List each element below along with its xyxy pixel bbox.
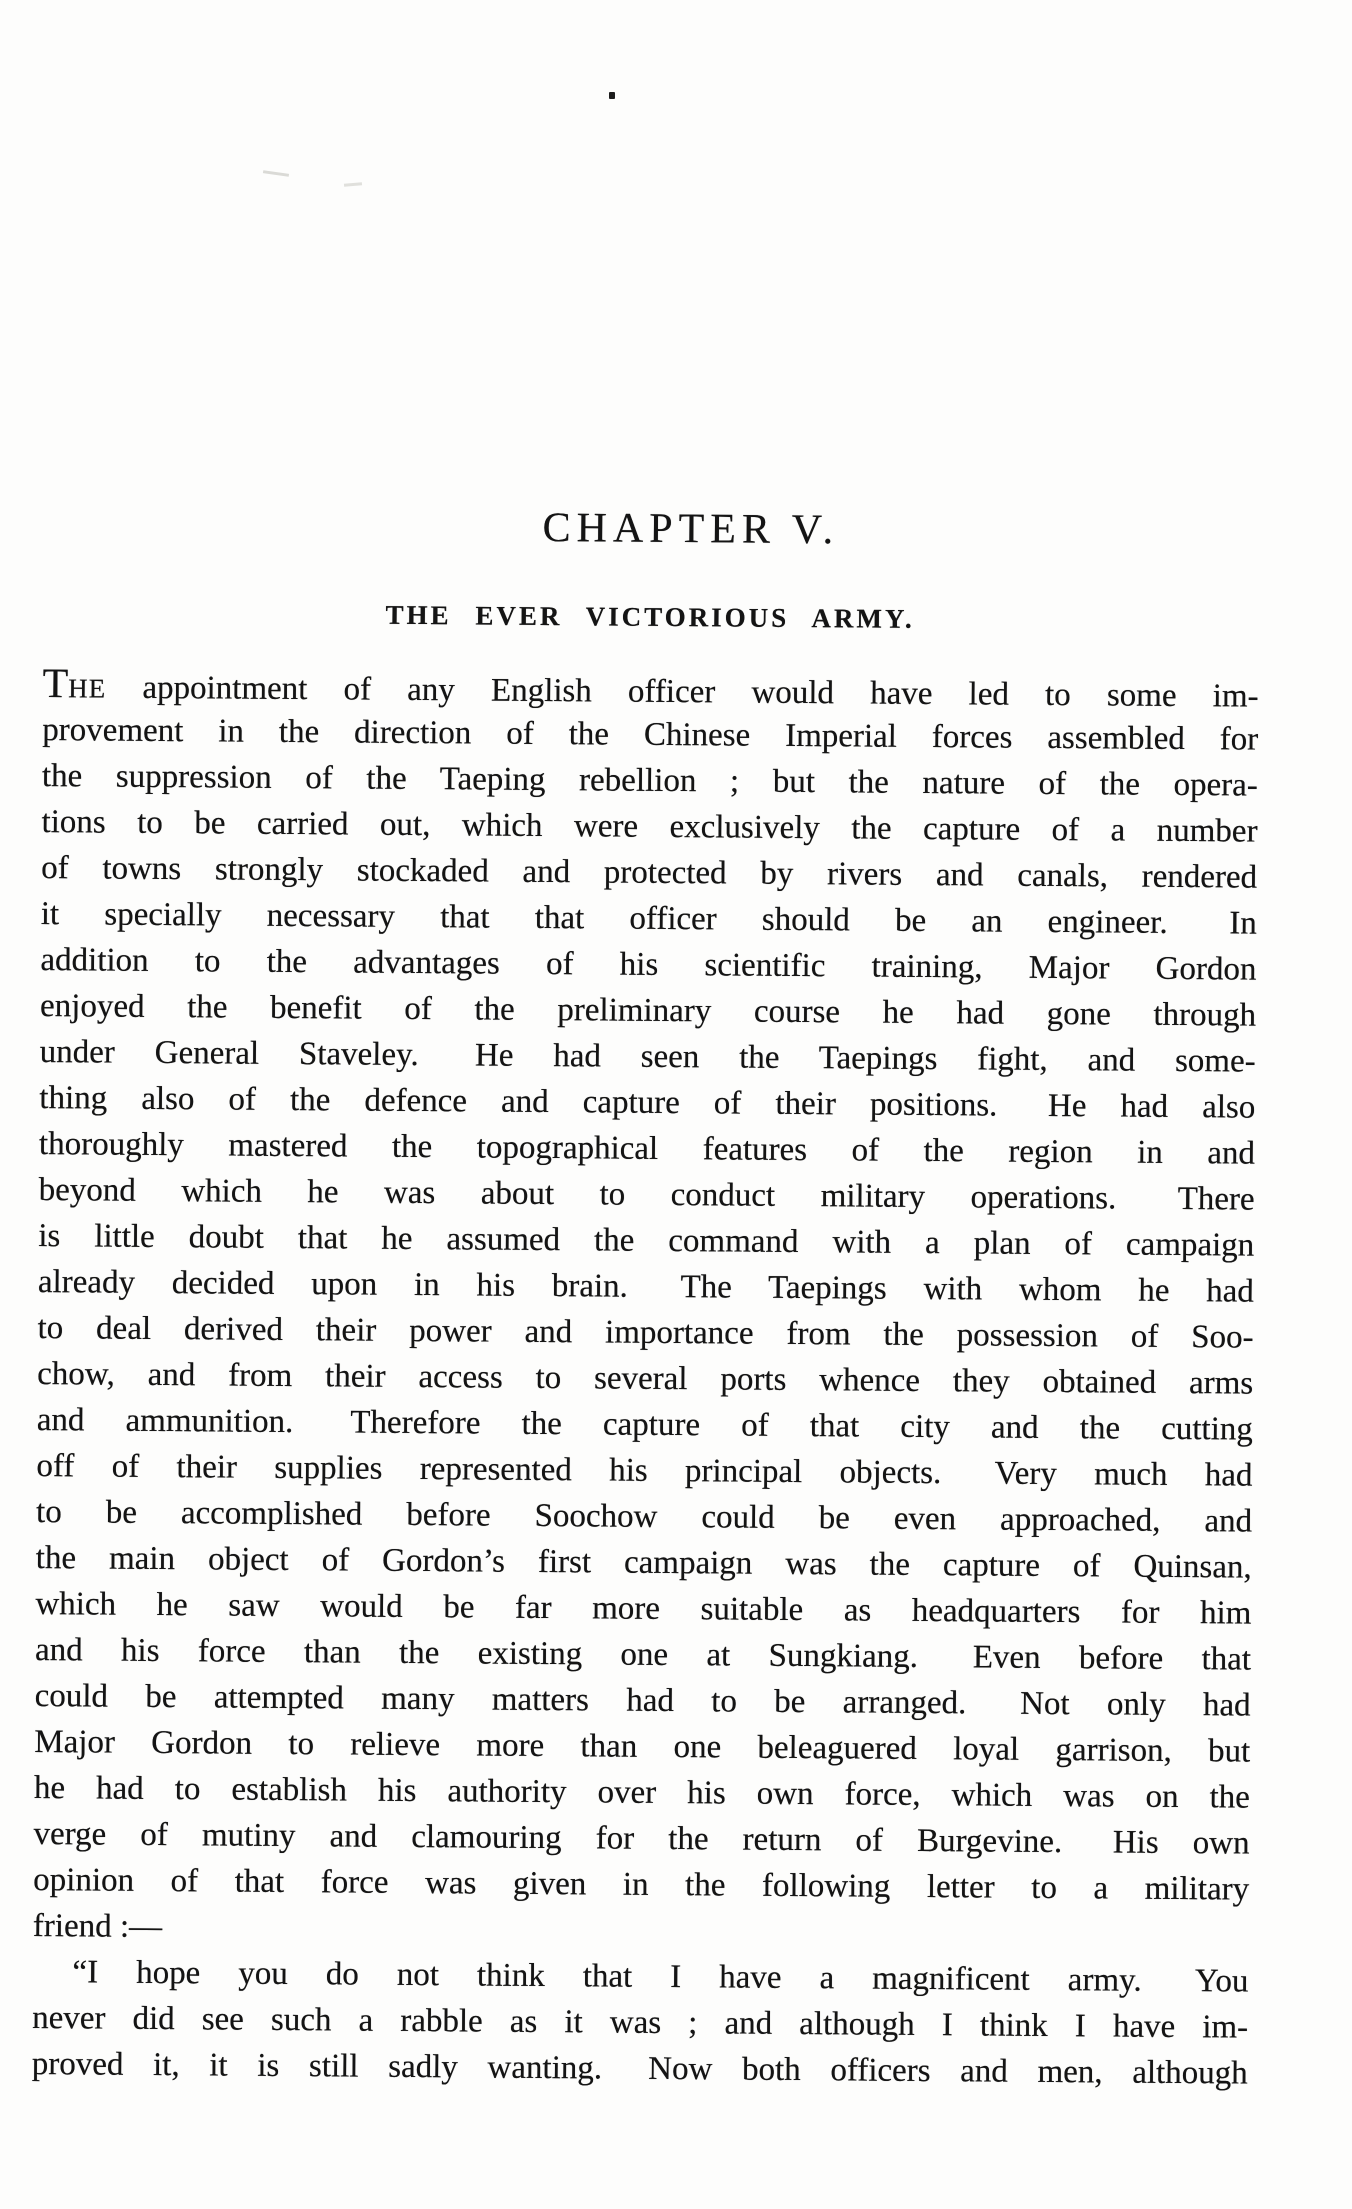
lead-small-caps: HE (68, 673, 107, 704)
text-line: he had to establish his authority over his own force, which was on the (33, 1770, 1251, 1816)
text-line: and ammunition. Therefore the capture of that city and the cutting (36, 1402, 1253, 1448)
text-line: could be attempted many matters had to be arranged. Not only had (34, 1678, 1251, 1724)
quote-line: “I hope you do not think that I have a magnificent army. You (72, 1954, 1249, 2000)
text-line: thoroughly mastered the topographical features of the region in and (38, 1126, 1256, 1172)
text-line: and his force than the existing one at Sungkiang. Even before that (34, 1632, 1252, 1678)
chapter-heading: CHAPTER V. (542, 504, 840, 554)
text-line: chow, and from their access to several ports whence they obtained arms (37, 1356, 1254, 1402)
text-line: beyond which he was about to conduct military operations. There (38, 1172, 1255, 1218)
text-line: verge of mutiny and clamouring for the return of Burgevine. His own (33, 1816, 1250, 1862)
text-line: tions to be carried out, which were exclusively the capture of a number (41, 804, 1258, 850)
text-line: which he saw would be far more suitable as headquarters for him (35, 1586, 1252, 1632)
chapter-subtitle: THE EVER VICTORIOUS ARMY. (385, 599, 915, 634)
page-content (23, 0, 1270, 2209)
text-line: thing also of the defence and capture of their positions. He had also (39, 1080, 1256, 1126)
text-line: opinion of that force was given in the following letter to a military (33, 1862, 1250, 1908)
text-line: already decided upon in his brain. The Taepings with whom he had (37, 1264, 1255, 1310)
text-line: provement in the direction of the Chinese Imperial forces assembled for (42, 712, 1259, 758)
text-line: under General Staveley. He had seen the Taepings fight, and some- (39, 1034, 1256, 1080)
quote-line: proved it, it is still sadly wanting. Now both officers and men, although (31, 2045, 1248, 2092)
text-line-rest: appointment of any English officer would have led to some im- (106, 669, 1259, 715)
text-line: to be accomplished before Soochow could be even approached, and (35, 1494, 1253, 1540)
text-line: addition to the advantages of his scientific training, Major Gordon (40, 942, 1257, 988)
text-line: the suppression of the Taeping rebellion ; but the nature of the opera- (41, 758, 1259, 804)
text-line: off of their supplies represented his principal objects. Very much had (36, 1448, 1253, 1494)
text-line: is little doubt that he assumed the command with a plan of campaign (38, 1218, 1255, 1264)
text-line: the main object of Gordon’s first campaign was the capture of Quinsan, (35, 1540, 1252, 1586)
body-text (32, 661, 1259, 2097)
text-line: friend :— (32, 1908, 163, 1946)
text-line: of towns strongly stockaded and protected by rivers and canals, rendered (41, 850, 1258, 896)
text-line: enjoyed the benefit of the preliminary course he had gone through (39, 988, 1257, 1034)
text-line: Major Gordon to relieve more than one beleaguered loyal garrison, but (34, 1724, 1251, 1770)
text-line: to deal derived their power and importance from the possession of Soo- (37, 1310, 1254, 1356)
lead-initial: T (42, 661, 69, 708)
quote-line: never did see such a rabble as it was ; and although I think I have im- (32, 2000, 1249, 2046)
text-line: it specially necessary that that officer should be an engineer. In (40, 896, 1257, 942)
